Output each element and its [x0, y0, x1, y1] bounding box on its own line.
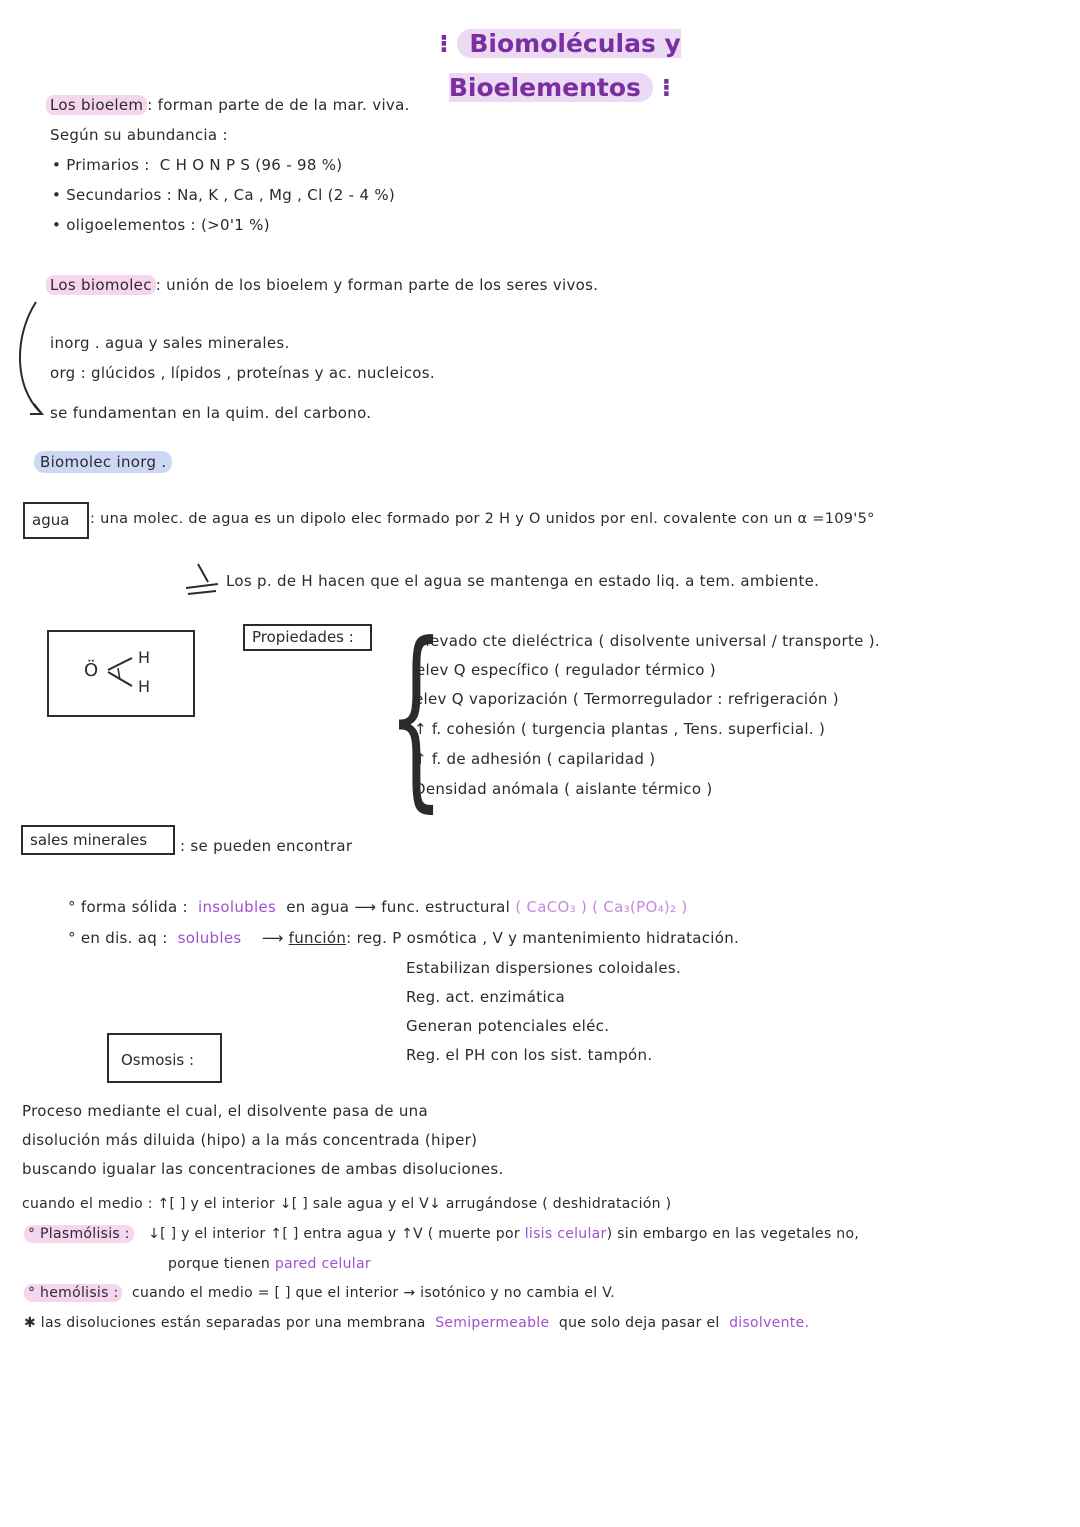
bioelem-item-label: • Secundarios :	[52, 186, 172, 204]
sales-solida-prefix: ° forma sólida :	[68, 898, 188, 916]
sales-label: sales minerales	[30, 831, 148, 849]
bioelem-item	[52, 156, 342, 174]
bioelem-item-value: C H O N P S (96 - 98 %)	[159, 156, 343, 174]
bioelem-item-value: Na, K , Ca , Mg , Cl (2 - 4 %)	[177, 186, 396, 204]
agua-label: agua	[32, 511, 70, 529]
nota-text: ✱ las disoluciones están separadas por una membrana	[24, 1315, 426, 1331]
sales-text: : se pueden encontrar	[180, 837, 353, 855]
sales-funcion-item: Reg. el PH con los sist. tampón.	[406, 1046, 653, 1064]
agua-text: : una molec. de agua es un dipolo elec formado por 2 H y O unidos por enl. covalente con un α =109'5°	[90, 511, 875, 527]
biomolec-definition	[46, 276, 598, 294]
warning-mark-icon	[182, 562, 222, 602]
sales-disuelta-prefix: ° en dis. aq :	[68, 929, 168, 947]
sales-funcion-item: Estabilizan dispersiones coloidales.	[406, 959, 682, 977]
plasmolisis-lisis: lisis celular	[524, 1226, 607, 1242]
plasmolisis-term: ° Plasmólisis :	[24, 1225, 134, 1243]
sales-solida-mid: en agua ⟶ func. estructural	[286, 898, 511, 916]
sales-disuelta-funcion: función	[288, 929, 347, 947]
sales-disuelta-arrow: ⟶	[261, 929, 284, 947]
title-deco-right: ⁝	[661, 73, 672, 102]
biomolec-org: org : glúcidos , lípidos , proteínas y ac. nucleicos.	[50, 364, 435, 382]
bioelem-term: Los bioelem	[46, 95, 147, 115]
sales-funcion-item: Reg. act. enzimática	[406, 988, 565, 1006]
nota-disolvente: disolvente	[729, 1315, 805, 1331]
sales-disuelta-solubles: solubles	[177, 929, 242, 947]
plasmolisis-text: ↓[ ] y el interior ↑[ ] entra agua y ↑V ( muerte por	[148, 1226, 520, 1242]
sales-solida-insolubles: insolubles	[198, 898, 277, 916]
osmosis-hemolisis	[24, 1285, 615, 1301]
hemolisis-text: cuando el medio = [ ] que el interior → isotónico y no cambia el V.	[131, 1285, 616, 1301]
propiedades-brace: {	[388, 602, 445, 830]
page-title	[356, 22, 764, 102]
osmosis-line: Proceso mediante el cual, el disolvente pasa de una	[22, 1102, 428, 1120]
osmosis-label: Osmosis :	[121, 1051, 195, 1069]
plasmolisis-text2: ) sin embargo en las vegetales no,	[606, 1226, 860, 1242]
bioelem-item-label: • oligoelementos :	[52, 216, 196, 234]
propiedad-item: ↑ f. cohesión ( turgencia plantas , Tens. superficial. )	[414, 720, 826, 738]
propiedad-item: ↑ f. de adhesión ( capilaridad )	[414, 750, 656, 768]
bioelem-def: : forman parte de de la mar. viva.	[147, 96, 410, 114]
biomolec-inorg: inorg . agua y sales minerales.	[50, 334, 290, 352]
propiedades-label: Propiedades :	[252, 628, 354, 646]
bioelem-item	[52, 216, 270, 234]
propiedad-item: Densidad anómala ( aislante térmico )	[414, 780, 713, 798]
osmosis-nota	[24, 1315, 809, 1331]
section-heading	[34, 453, 172, 471]
nota-semipermeable: Semipermeable	[435, 1315, 550, 1331]
sales-disuelta-first: : reg. P osmótica , V y mantenimiento hidratación.	[346, 929, 740, 947]
osmosis-line: disolución más diluida (hipo) a la más concentrada (hiper)	[22, 1131, 478, 1149]
propiedad-item: elevado cte dieléctrica ( disolvente universal / transporte ).	[416, 632, 880, 650]
molecule-h1: H	[138, 648, 151, 667]
molecule-h2: H	[138, 677, 151, 696]
nota-mid: que solo deja pasar el	[558, 1315, 720, 1331]
plasmolisis-pared: pared celular	[274, 1256, 371, 1272]
molecule-oxygen: Ö	[84, 660, 99, 681]
bioelem-item-label: • Primarios :	[52, 156, 150, 174]
sales-solida-formulas: ( CaCO₃ ) ( Ca₃(PO₄)₂ )	[515, 898, 688, 916]
propiedad-item: elev Q específico ( regulador térmico )	[416, 661, 716, 679]
sales-funcion-item: Generan potenciales eléc.	[406, 1017, 610, 1035]
bioelem-subtitle: Según su abundancia :	[50, 126, 228, 144]
nota-end: .	[804, 1315, 810, 1331]
sales-solida	[68, 898, 688, 916]
osmosis-cuando: cuando el medio : ↑[ ] y el interior ↓[ ] sale agua y el V↓ arrugándose ( deshidratación )	[22, 1196, 672, 1212]
plasmolisis-line2	[168, 1256, 371, 1272]
title-text: Biomoléculas y Bioelementos	[448, 29, 681, 102]
osmosis-line: buscando igualar las concentraciones de ambas disoluciones.	[22, 1160, 504, 1178]
agua-note: Los p. de H hacen que el agua se mantenga en estado liq. a tem. ambiente.	[226, 572, 820, 590]
bioelem-item-value: (>0'1 %)	[200, 216, 270, 234]
bioelem-definition	[46, 96, 410, 114]
biomolec-term: Los biomolec	[46, 275, 156, 295]
sales-disuelta	[68, 929, 739, 947]
hemolisis-term: ° hemólisis :	[24, 1284, 122, 1302]
biomolec-def: : unión de los bioelem y forman parte de los seres vivos.	[155, 276, 599, 294]
section-heading-text: Biomolec inorg .	[34, 451, 172, 473]
title-deco-left: ⁝	[439, 29, 449, 58]
biomolec-fundamento: se fundamentan en la quim. del carbono.	[50, 404, 372, 422]
propiedad-item: elev Q vaporización ( Termorregulador : refrigeración )	[414, 690, 839, 708]
osmosis-plasmolisis	[24, 1226, 859, 1242]
bioelem-item	[52, 186, 395, 204]
plasmolisis-line2-text: porque tienen	[168, 1256, 271, 1272]
molecule-bonds-icon	[102, 652, 142, 692]
